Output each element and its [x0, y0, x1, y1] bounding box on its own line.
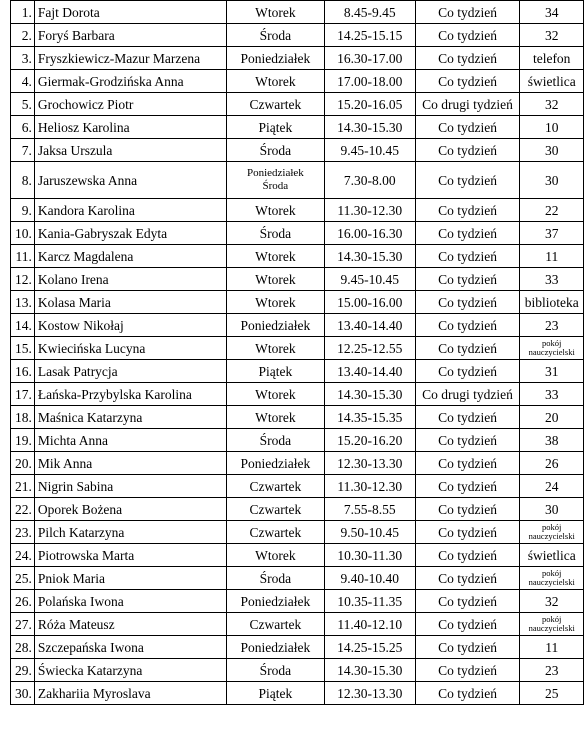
room: 23 [520, 314, 584, 337]
room: 11 [520, 245, 584, 268]
room: 32 [520, 590, 584, 613]
weekday-line: Poniedziałek [246, 167, 304, 179]
time-range: 9.45-10.45 [324, 139, 415, 162]
time-range: 14.30-15.30 [324, 245, 415, 268]
row-number: 13. [11, 291, 35, 314]
teacher-name: Kostow Nikołaj [34, 314, 226, 337]
table-row [11, 337, 584, 360]
room: 31 [520, 360, 584, 383]
teacher-name: Fajt Dorota [34, 1, 226, 24]
row-number: 20. [11, 452, 35, 475]
room: 22 [520, 199, 584, 222]
frequency: Co tydzień [415, 116, 520, 139]
time-range: 13.40-14.40 [324, 314, 415, 337]
teacher-name: Zakhariia Myroslava [34, 682, 226, 705]
room-line: pokój [542, 568, 562, 578]
frequency: Co tydzień [415, 268, 520, 291]
time-range: 12.30-13.30 [324, 452, 415, 475]
room: 25 [520, 682, 584, 705]
time-range: 16.00-16.30 [324, 222, 415, 245]
teacher-name: Lasak Patrycja [34, 360, 226, 383]
table-row [11, 636, 584, 659]
teacher-name: Karcz Magdalena [34, 245, 226, 268]
frequency: Co tydzień [415, 291, 520, 314]
time-range: 8.45-9.45 [324, 1, 415, 24]
room-line: nauczycielski [528, 577, 575, 587]
schedule-table [10, 0, 584, 705]
frequency: Co tydzień [415, 47, 520, 70]
teacher-name: Foryś Barbara [34, 24, 226, 47]
frequency: Co tydzień [415, 337, 520, 360]
row-number: 2. [11, 24, 35, 47]
table-row [11, 590, 584, 613]
weekday: Czwartek [226, 613, 324, 636]
table-row [11, 452, 584, 475]
frequency: Co tydzień [415, 24, 520, 47]
table-row [11, 314, 584, 337]
frequency: Co tydzień [415, 590, 520, 613]
teacher-name: Pilch Katarzyna [34, 521, 226, 544]
room-line: pokój [542, 338, 562, 348]
teacher-name: Oporek Bożena [34, 498, 226, 521]
time-range: 16.30-17.00 [324, 47, 415, 70]
time-range: 10.30-11.30 [324, 544, 415, 567]
time-range: 14.25-15.15 [324, 24, 415, 47]
room: 38 [520, 429, 584, 452]
row-number: 14. [11, 314, 35, 337]
table-row [11, 1, 584, 24]
teacher-name: Róża Mateusz [34, 613, 226, 636]
frequency: Co tydzień [415, 1, 520, 24]
table-row [11, 498, 584, 521]
table-row [11, 139, 584, 162]
frequency: Co tydzień [415, 682, 520, 705]
frequency: Co tydzień [415, 222, 520, 245]
room: 20 [520, 406, 584, 429]
time-range: 15.00-16.00 [324, 291, 415, 314]
room: 32 [520, 93, 584, 116]
frequency: Co tydzień [415, 636, 520, 659]
table-row [11, 245, 584, 268]
time-range: 17.00-18.00 [324, 70, 415, 93]
table-row [11, 613, 584, 636]
frequency: Co tydzień [415, 314, 520, 337]
time-range: 13.40-14.40 [324, 360, 415, 383]
weekday: Wtorek [226, 70, 324, 93]
room: 34 [520, 1, 584, 24]
teacher-name: Kania-Gabryszak Edyta [34, 222, 226, 245]
row-number: 3. [11, 47, 35, 70]
frequency: Co tydzień [415, 544, 520, 567]
weekday: Wtorek [226, 544, 324, 567]
weekday: Czwartek [226, 475, 324, 498]
weekday-line: Środa [262, 180, 289, 192]
row-number: 17. [11, 383, 35, 406]
time-range: 9.50-10.45 [324, 521, 415, 544]
room-line: nauczycielski [528, 347, 575, 357]
teacher-name: Kolasa Maria [34, 291, 226, 314]
row-number: 29. [11, 659, 35, 682]
frequency: Co tydzień [415, 498, 520, 521]
time-range: 11.30-12.30 [324, 199, 415, 222]
teacher-name: Kolano Irena [34, 268, 226, 291]
weekday: Poniedziałek [226, 636, 324, 659]
schedule-rows [11, 1, 584, 705]
room: 26 [520, 452, 584, 475]
frequency: Co tydzień [415, 567, 520, 590]
weekday: Piątek [226, 360, 324, 383]
table-row [11, 383, 584, 406]
table-row [11, 429, 584, 452]
time-range: 9.45-10.45 [324, 268, 415, 291]
time-range: 12.30-13.30 [324, 682, 415, 705]
frequency: Co tydzień [415, 162, 520, 199]
frequency: Co tydzień [415, 659, 520, 682]
weekday: Wtorek [226, 268, 324, 291]
weekday: Czwartek [226, 498, 324, 521]
weekday: Środa [226, 659, 324, 682]
weekday: Wtorek [226, 337, 324, 360]
row-number: 23. [11, 521, 35, 544]
frequency: Co tydzień [415, 139, 520, 162]
frequency: Co tydzień [415, 429, 520, 452]
table-row [11, 521, 584, 544]
room-line: pokój [542, 522, 562, 532]
time-range: 7.30-8.00 [324, 162, 415, 199]
weekday: Wtorek [226, 291, 324, 314]
table-row [11, 116, 584, 139]
teacher-name: Heliosz Karolina [34, 116, 226, 139]
teacher-name: Polańska Iwona [34, 590, 226, 613]
table-row [11, 544, 584, 567]
weekday: Czwartek [226, 93, 324, 116]
table-row [11, 47, 584, 70]
weekday [226, 162, 324, 199]
time-range: 14.30-15.30 [324, 659, 415, 682]
time-range: 15.20-16.20 [324, 429, 415, 452]
room: 33 [520, 383, 584, 406]
room: 37 [520, 222, 584, 245]
room-line: nauczycielski [528, 623, 575, 633]
teacher-name: Łańska-Przybylska Karolina [34, 383, 226, 406]
teacher-name: Michta Anna [34, 429, 226, 452]
row-number: 16. [11, 360, 35, 383]
row-number: 8. [11, 162, 35, 199]
frequency: Co tydzień [415, 613, 520, 636]
row-number: 1. [11, 1, 35, 24]
row-number: 11. [11, 245, 35, 268]
room [520, 613, 584, 636]
room: telefon [520, 47, 584, 70]
time-range: 11.30-12.30 [324, 475, 415, 498]
frequency: Co tydzień [415, 245, 520, 268]
row-number: 7. [11, 139, 35, 162]
teacher-name: Szczepańska Iwona [34, 636, 226, 659]
table-row [11, 162, 584, 199]
row-number: 22. [11, 498, 35, 521]
consultation-schedule [10, 0, 584, 705]
teacher-name: Jaruszewska Anna [34, 162, 226, 199]
time-range: 7.55-8.55 [324, 498, 415, 521]
time-range: 11.40-12.10 [324, 613, 415, 636]
weekday: Poniedziałek [226, 314, 324, 337]
row-number: 26. [11, 590, 35, 613]
room: świetlica [520, 70, 584, 93]
row-number: 30. [11, 682, 35, 705]
weekday: Piątek [226, 682, 324, 705]
table-row [11, 24, 584, 47]
teacher-name: Grochowicz Piotr [34, 93, 226, 116]
weekday: Wtorek [226, 406, 324, 429]
room [520, 521, 584, 544]
weekday: Poniedziałek [226, 590, 324, 613]
time-range: 15.20-16.05 [324, 93, 415, 116]
room: 23 [520, 659, 584, 682]
teacher-name: Giermak-Grodzińska Anna [34, 70, 226, 93]
frequency: Co tydzień [415, 406, 520, 429]
table-row [11, 199, 584, 222]
row-number: 28. [11, 636, 35, 659]
weekday: Wtorek [226, 383, 324, 406]
row-number: 10. [11, 222, 35, 245]
frequency: Co tydzień [415, 475, 520, 498]
table-row [11, 70, 584, 93]
teacher-name: Maśnica Katarzyna [34, 406, 226, 429]
table-row [11, 222, 584, 245]
weekday: Wtorek [226, 1, 324, 24]
row-number: 19. [11, 429, 35, 452]
time-range: 14.30-15.30 [324, 383, 415, 406]
time-range: 14.25-15.25 [324, 636, 415, 659]
frequency: Co tydzień [415, 521, 520, 544]
teacher-name: Kwiecińska Lucyna [34, 337, 226, 360]
weekday: Środa [226, 429, 324, 452]
teacher-name: Mik Anna [34, 452, 226, 475]
time-range: 10.35-11.35 [324, 590, 415, 613]
room [520, 567, 584, 590]
table-row [11, 567, 584, 590]
row-number: 15. [11, 337, 35, 360]
room: 11 [520, 636, 584, 659]
row-number: 18. [11, 406, 35, 429]
row-number: 4. [11, 70, 35, 93]
room: 30 [520, 162, 584, 199]
table-row [11, 93, 584, 116]
row-number: 27. [11, 613, 35, 636]
room: biblioteka [520, 291, 584, 314]
row-number: 12. [11, 268, 35, 291]
room-line: pokój [542, 614, 562, 624]
room-line: nauczycielski [528, 531, 575, 541]
time-range: 12.25-12.55 [324, 337, 415, 360]
teacher-name: Pniok Maria [34, 567, 226, 590]
teacher-name: Piotrowska Marta [34, 544, 226, 567]
row-number: 24. [11, 544, 35, 567]
weekday: Wtorek [226, 245, 324, 268]
frequency: Co drugi tydzień [415, 93, 520, 116]
weekday: Środa [226, 24, 324, 47]
room: 32 [520, 24, 584, 47]
table-row [11, 659, 584, 682]
teacher-name: Świecka Katarzyna [34, 659, 226, 682]
row-number: 5. [11, 93, 35, 116]
weekday: Czwartek [226, 521, 324, 544]
frequency: Co drugi tydzień [415, 383, 520, 406]
room: 30 [520, 498, 584, 521]
room: świetlica [520, 544, 584, 567]
teacher-name: Jaksa Urszula [34, 139, 226, 162]
table-row [11, 406, 584, 429]
frequency: Co tydzień [415, 199, 520, 222]
frequency: Co tydzień [415, 452, 520, 475]
table-row [11, 475, 584, 498]
frequency: Co tydzień [415, 360, 520, 383]
table-row [11, 291, 584, 314]
room: 10 [520, 116, 584, 139]
frequency: Co tydzień [415, 70, 520, 93]
row-number: 9. [11, 199, 35, 222]
room: 30 [520, 139, 584, 162]
teacher-name: Fryszkiewicz-Mazur Marzena [34, 47, 226, 70]
time-range: 9.40-10.40 [324, 567, 415, 590]
teacher-name: Kandora Karolina [34, 199, 226, 222]
weekday: Środa [226, 222, 324, 245]
table-row [11, 360, 584, 383]
weekday: Poniedziałek [226, 47, 324, 70]
weekday: Poniedziałek [226, 452, 324, 475]
row-number: 6. [11, 116, 35, 139]
weekday: Piątek [226, 116, 324, 139]
room: 24 [520, 475, 584, 498]
table-row [11, 682, 584, 705]
teacher-name: Nigrin Sabina [34, 475, 226, 498]
room: 33 [520, 268, 584, 291]
time-range: 14.35-15.35 [324, 406, 415, 429]
row-number: 21. [11, 475, 35, 498]
row-number: 25. [11, 567, 35, 590]
weekday: Środa [226, 567, 324, 590]
time-range: 14.30-15.30 [324, 116, 415, 139]
weekday: Środa [226, 139, 324, 162]
table-row [11, 268, 584, 291]
weekday: Wtorek [226, 199, 324, 222]
room [520, 337, 584, 360]
